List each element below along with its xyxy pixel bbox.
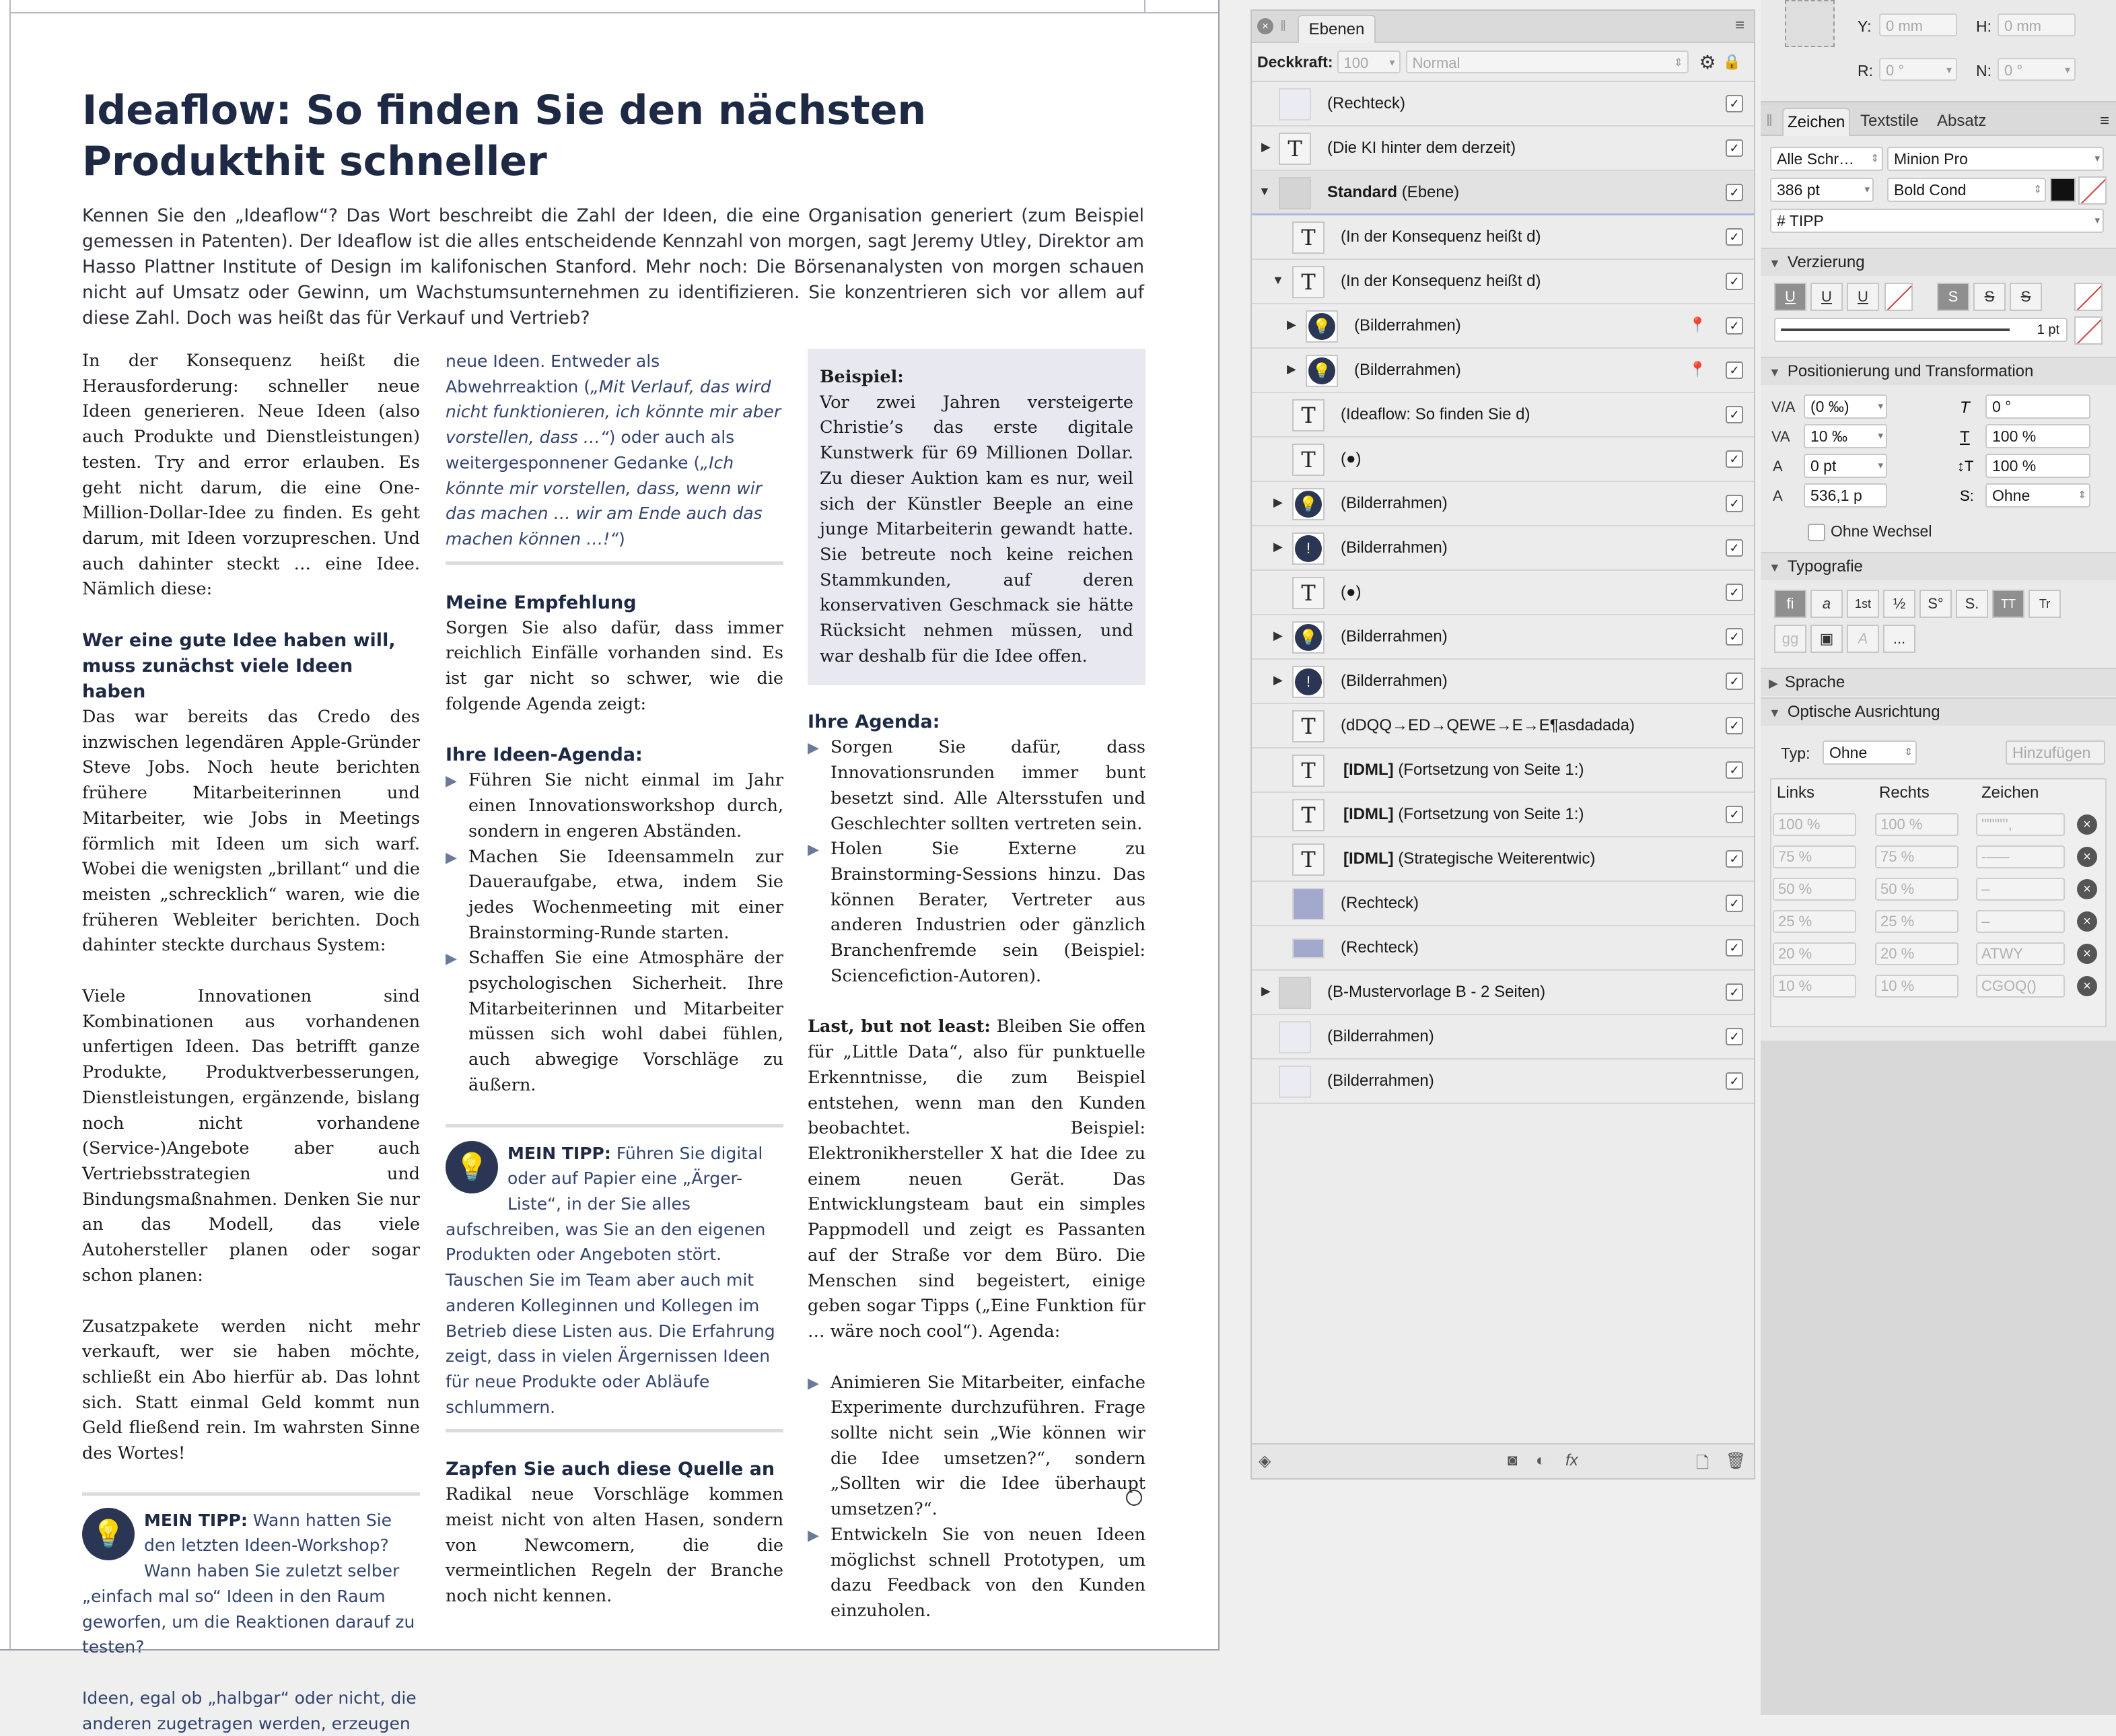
underline-option-button[interactable]: U — [1847, 283, 1879, 311]
triangle-bullet-icon: ▶ — [446, 772, 457, 790]
subheading: Ihre Agenda: — [808, 711, 940, 733]
tip-box[interactable] — [446, 1141, 783, 1420]
right-value: 25 % — [1875, 910, 1959, 933]
left-value: 25 % — [1773, 910, 1856, 933]
expand-triangle-icon[interactable]: ▶ — [1273, 495, 1283, 509]
layer-name: (Die KI hinter dem derzeit) — [1327, 139, 1516, 157]
panel-menu-icon[interactable]: ≡ — [1734, 16, 1744, 34]
collapse-triangle-icon: ▼ — [1769, 366, 1781, 379]
layer-row[interactable] — [1252, 1015, 1754, 1060]
layer-thumbnail — [1292, 938, 1325, 959]
layer-name: (Bilderrahmen) — [1354, 316, 1461, 335]
layer-row[interactable] — [1252, 304, 1754, 349]
remove-row-icon[interactable]: × — [2077, 879, 2097, 899]
remove-row-icon[interactable]: × — [2077, 814, 2097, 835]
h-input[interactable]: 0 mm — [1998, 13, 2076, 36]
grip-icon[interactable]: ‖ — [1766, 112, 1773, 130]
r-label: R: — [1858, 62, 1873, 79]
triangle-bullet-icon: ▶ — [808, 841, 819, 858]
layer-row[interactable]: T [IDML] (Strategische Weiterentwic) ✓ — [1252, 837, 1754, 882]
kerning-input[interactable]: (0 ‰) ▾ — [1804, 394, 1887, 419]
chevron-down-icon: ▾ — [1389, 57, 1395, 69]
triangle-bullet-icon: ▶ — [808, 739, 819, 757]
layer-row[interactable] — [1252, 926, 1754, 971]
subheading: Ihre Ideen-Agenda: — [446, 744, 643, 766]
collapse-triangle-icon: ▼ — [1769, 561, 1781, 574]
layer-name: (●) — [1341, 450, 1362, 468]
picture-frame-thumbnail — [1306, 310, 1338, 343]
exclamation-icon: ! — [1295, 535, 1322, 562]
text-column-1[interactable] — [82, 349, 420, 1736]
stroke-width-slider[interactable] — [1774, 318, 2068, 342]
layer-row[interactable] — [1252, 1060, 1754, 1104]
remove-row-icon[interactable]: × — [2077, 944, 2097, 964]
visibility-checkbox[interactable]: ✓ — [1726, 539, 1743, 557]
subheading: Meine Empfehlung — [446, 592, 637, 613]
exclamation-icon: ! — [1295, 668, 1322, 695]
char-value: CGOQ() — [1976, 975, 2065, 998]
example-text: Vor zwei Jahren versteigerte Christie’s das erste digitale Kunstwerk für 69 Millionen Dollar. Zu dieser Auktion kam es nur, weil sich der Künstler Beeple an eine junge Mitarbeiterin gewandt hatte. Sie betreute noch keine reichen Stammkunden, auf deren konservativen Geschmack sie hätte Rücksicht nehmen müssen, und war deshalb für die Idee offen. — [820, 392, 1133, 666]
text-frame-icon: T — [1292, 755, 1325, 787]
margin-guide-top — [11, 12, 1218, 13]
layer-thumbnail — [1279, 177, 1311, 209]
margin-guide-left — [9, 0, 11, 1649]
right-value: 10 % — [1875, 975, 1959, 998]
case-select[interactable]: Ohne ⇕ — [1985, 483, 2090, 508]
lightbulb-icon: 💡 — [1308, 313, 1335, 340]
layer-name: (Ebene) — [1401, 183, 1460, 201]
tip-box[interactable] — [82, 1508, 420, 1736]
expand-triangle-icon: ▶ — [1769, 676, 1778, 690]
layer-thumbnail — [1279, 1021, 1311, 1053]
typography-section — [1761, 552, 2116, 580]
article-intro[interactable]: Kennen Sie den „Ideaflow“? Das Wort beschreibt die Zahl der Ideen, die eine Organisation generiert (zum Beispiel gemessen in Patenten). Der Ideaflow ist die alles entscheidende Kennzahl von morgen, sagt Jeremy Utley, Direktor am Hasso Plattner Institute of Design im kalifonischen Stanford. Mehr noch: Die Börsenanalysten von morgen schauen nicht auf Umsatz oder Gewinn, um Wachstumsunternehmen zu identifizieren. Sie konzentrieren sich vor allem auf diese Zahl. Doch was heißt das für Verkauf und Vertrieb? — [82, 205, 1144, 328]
rotation-input[interactable]: 0 ° ▾ — [1879, 58, 1957, 81]
list-item: ▶ Holen Sie Externe zu Brainstorming-Sessions hinzu. Das können Berater, Vertreter aus anderen Industrien oder gänzlich Branchenfremde sein (Beispiel: Sciencefiction-Autoren). — [808, 837, 1145, 989]
tip-text: Ideen, egal ob „halbgar“ oder nicht, die anderen zugetragen werden, erzeugen — [82, 1688, 417, 1733]
layer-row-selected[interactable] — [1252, 171, 1754, 215]
layer-row[interactable] — [1252, 615, 1754, 660]
skew-icon: T — [1960, 398, 1970, 417]
picture-frame-thumbnail — [1292, 621, 1325, 654]
optical-alignment-section — [1761, 697, 2116, 726]
layer-name: (●) — [1341, 583, 1362, 601]
y-label: Y: — [1858, 18, 1872, 35]
example-box[interactable] — [808, 349, 1145, 685]
panel-menu-icon[interactable]: ≡ — [2099, 112, 2109, 130]
layer-name: (In der Konsequenz heißt d) — [1341, 228, 1541, 246]
remove-row-icon[interactable]: × — [2077, 976, 2097, 996]
layer-name: (Rechteck) — [1327, 94, 1406, 112]
layer-row[interactable] — [1252, 349, 1754, 393]
no-break-checkbox[interactable] — [1808, 524, 1825, 541]
char-value: – — [1976, 910, 2065, 933]
right-value: 75 % — [1875, 845, 1959, 868]
small-caps-button[interactable]: Tr — [2029, 590, 2061, 618]
visibility-checkbox[interactable]: ✓ — [1726, 139, 1743, 157]
picture-frame-thumbnail — [1292, 488, 1325, 520]
visibility-checkbox[interactable]: ✓ — [1726, 628, 1743, 646]
character-style-select[interactable]: # TIPP ▾ — [1770, 209, 2104, 233]
layer-name: (Bilderrahmen) — [1341, 539, 1448, 557]
font-size-input[interactable]: 386 pt ▾ — [1770, 178, 1874, 202]
leading-icon: A — [1773, 487, 1783, 504]
layer-row[interactable]: T [IDML] (Fortsetzung von Seite 1:) ✓ — [1252, 793, 1754, 837]
text-frame-icon: T — [1292, 843, 1325, 876]
expand-triangle-icon[interactable]: ▶ — [1273, 673, 1283, 687]
kerning-icon: V/A — [1771, 398, 1796, 415]
ligatures-button[interactable]: fi — [1774, 590, 1806, 618]
layer-thumbnail — [1292, 888, 1325, 920]
layer-name: (Rechteck) — [1341, 938, 1419, 957]
visibility-checkbox[interactable]: ✓ — [1726, 184, 1743, 201]
layer-thumbnail — [1279, 88, 1311, 120]
list-item: ▶ Animieren Sie Mitarbeiter, einfache Experimente durchzuführen. Frage sollte nicht sein „Wie können wir die Idee umsetzen?“, sondern „Sollten wir die Idee überhaupt umsetzen?“. — [808, 1370, 1145, 1523]
subheading: Wer eine gute Idee haben will, muss zunächst viele Ideen haben — [82, 630, 396, 703]
visibility-checkbox[interactable]: ✓ — [1726, 95, 1743, 112]
triangle-bullet-icon: ▶ — [808, 1374, 819, 1391]
lightbulb-icon: 💡 — [82, 1508, 135, 1560]
visibility-checkbox[interactable]: ✓ — [1726, 672, 1743, 690]
layer-name: (B-Mustervorlage B - 2 Seiten) — [1327, 983, 1546, 1001]
tip-label: MEIN TIPP: — [507, 1143, 611, 1163]
char-value: -–— — [1976, 845, 2065, 868]
layer-name: (Rechteck) — [1341, 894, 1419, 912]
character-tabs — [1761, 105, 2116, 136]
ornament-button[interactable]: ▣ — [1810, 625, 1843, 653]
type-select[interactable]: Ohne ⇕ — [1823, 740, 1917, 765]
opacity-label: Deckkraft: — [1257, 53, 1333, 71]
visibility-checkbox[interactable]: ✓ — [1726, 450, 1743, 468]
pin-icon[interactable]: 📍 — [1688, 361, 1707, 378]
left-value: 75 % — [1773, 845, 1856, 868]
no-break-label: Ohne Wechsel — [1831, 522, 1932, 540]
layer-row[interactable] — [1252, 82, 1754, 127]
visibility-checkbox[interactable]: ✓ — [1726, 1072, 1743, 1090]
vertical-scale-input[interactable]: 100 % — [1985, 454, 2090, 478]
layer-row[interactable] — [1252, 438, 1754, 482]
text-frame-icon: T — [1292, 577, 1325, 609]
skew-input[interactable]: 0 ° — [1985, 394, 2090, 419]
visibility-checkbox[interactable]: ✓ — [1726, 406, 1743, 423]
layer-name: (Bilderrahmen) — [1341, 672, 1448, 690]
tip-label: MEIN TIPP: — [144, 1510, 248, 1530]
h-label: H: — [1976, 18, 1991, 35]
language-section — [1761, 668, 2116, 696]
visibility-checkbox[interactable]: ✓ — [1726, 361, 1743, 379]
col-header-links: Links — [1777, 784, 1815, 802]
double-strike-button[interactable]: S — [1973, 283, 2006, 311]
right-value: 20 % — [1875, 942, 1959, 965]
lock-icon[interactable]: 🔒 — [1722, 53, 1742, 70]
right-value: 50 % — [1875, 878, 1959, 901]
visibility-checkbox[interactable]: ✓ — [1726, 495, 1743, 512]
col-header-rechts: Rechts — [1879, 784, 1930, 802]
baseline-icon: A — [1773, 458, 1783, 475]
pin-icon[interactable]: 📍 — [1688, 316, 1707, 333]
slider-track — [1781, 328, 2010, 331]
collapse-triangle-icon[interactable]: ▼ — [1272, 273, 1284, 287]
list-item: ▶ Führen Sie nicht einmal im Jahr einen Innovationsworkshop durch, sondern in engeren Abständen. — [446, 768, 783, 844]
right-value: 100 % — [1875, 813, 1959, 836]
add-button[interactable]: Hinzufügen — [2006, 740, 2105, 765]
visibility-checkbox[interactable]: ✓ — [1726, 850, 1743, 868]
layers-toolbar — [1252, 1443, 1754, 1478]
collapse-triangle-icon: ▼ — [1769, 256, 1781, 270]
stylistic-button[interactable]: A — [1847, 625, 1879, 653]
table-row[interactable] — [1770, 910, 2107, 942]
left-value: 50 % — [1773, 878, 1856, 901]
gear-icon[interactable]: ⚙ — [1699, 51, 1716, 73]
type-label: Typ: — [1781, 744, 1810, 762]
layer-row[interactable] — [1252, 660, 1754, 704]
horizontal-scale-icon: T — [1960, 428, 1970, 446]
visibility-checkbox[interactable]: ✓ — [1726, 806, 1743, 823]
opacity-row — [1252, 43, 1754, 82]
anchor-selector[interactable] — [1785, 0, 1835, 47]
layer-row[interactable] — [1252, 482, 1754, 526]
expand-triangle-icon[interactable]: ▶ — [1273, 629, 1283, 642]
layer-row[interactable] — [1252, 215, 1754, 260]
layer-row[interactable] — [1252, 882, 1754, 926]
quote-paragraph: neue Ideen. Entweder als Abwehrreaktion („Mit Verlauf, das wird nicht funktionieren, ich könnte mir aber vorstellen, dass …“) oder auch als weitergesponnener Gedanke („Ich könnte mir vorstellen, dass, wenn wir das machen … wir am Ende auch das machen können …!“) — [446, 351, 781, 549]
list-item: ▶ Sorgen Sie dafür, dass Innovationsrunden immer bunt besetzt sind. Alle Altersstufen und Geschlechter sollten vertreten sein. — [808, 735, 1145, 837]
visibility-checkbox[interactable]: ✓ — [1726, 939, 1743, 957]
layers-tab-bar — [1252, 11, 1754, 43]
collapse-triangle-icon: ▼ — [1769, 706, 1781, 720]
double-underline-button[interactable]: U — [1810, 283, 1843, 311]
section-label: Positionierung und Transformation — [1787, 362, 2034, 380]
text-color-swatch[interactable] — [2050, 178, 2076, 202]
layer-name-bold: Standard — [1327, 183, 1398, 201]
strikethrough-button[interactable]: S — [1937, 283, 1969, 311]
no-stroke-color-icon[interactable] — [2074, 316, 2103, 345]
column-guide — [1144, 0, 1145, 12]
case-icon: S: — [1960, 487, 1974, 504]
layer-row[interactable] — [1252, 526, 1754, 571]
ordinal-button[interactable]: 1st — [1847, 590, 1879, 618]
subscript-button[interactable]: S. — [1956, 590, 1988, 618]
paragraph: Viele Innovationen sind Kombinationen aus vorhandenen unfertigen Ideen. Das betrifft ganze Produkte, Produktverbesserungen, Dienstleistungen, ergänzende, bislang noch nicht vorhandene (Service-)Angebote aber auch Vertriebsstrategien und Bindungsmaßnahmen. Denken Sie nur an das Modell, das viele Autohersteller planen oder sogar schon planen: — [82, 986, 420, 1286]
leading-input[interactable]: 536,1 p — [1804, 483, 1887, 508]
expand-triangle-icon[interactable]: ▶ — [1287, 362, 1296, 376]
transform-panel — [1761, 0, 2116, 102]
layer-name: (Bilderrahmen) — [1327, 1072, 1434, 1090]
fx-icon[interactable]: fx — [1565, 1451, 1578, 1469]
no-strike-color-icon[interactable] — [2074, 283, 2103, 311]
remove-row-icon[interactable]: × — [2077, 847, 2097, 867]
article-title[interactable]: Ideaflow: So finden Sie den nächsten Produkthit schneller — [82, 87, 927, 185]
baseline-input[interactable]: 0 pt ▾ — [1804, 454, 1887, 478]
text-column-3[interactable] — [808, 349, 1145, 1624]
paragraph: Zusatzpakete werden nicht mehr verkauft, wer sie haben möchte, schließt ein Abo hierfür ab. Das lohnt sich. Statt einmal Geld kommt nun Geld fließend rein. Im wahrsten Sinne des Wortes! — [82, 1316, 420, 1464]
lightbulb-icon: 💡 — [1308, 357, 1335, 384]
visibility-checkbox[interactable]: ✓ — [1726, 273, 1743, 290]
y-input[interactable]: 0 mm — [1879, 13, 1957, 36]
layer-thumbnail — [1279, 977, 1311, 1009]
picture-frame-thumbnail — [1292, 666, 1325, 698]
char-value: – — [1976, 878, 2065, 901]
paragraph: Radikal neue Vorschläge kommen meist nicht von alten Hasen, sondern von Newcomern, die die vermeintlichen Regeln der Branche noch nicht kennen. — [446, 1484, 783, 1607]
expand-triangle-icon[interactable]: ▶ — [1261, 984, 1271, 998]
new-layer-icon[interactable]: 🗋 — [1696, 1454, 1709, 1472]
right-panel — [1761, 0, 2116, 1715]
text-frame-icon: T — [1292, 444, 1325, 476]
layer-name: (dDQQ→ED→QEWE→E→E¶asdadada) — [1341, 716, 1635, 734]
section-label: Optische Ausrichtung — [1787, 703, 1940, 721]
end-mark-icon — [1126, 1490, 1142, 1506]
no-underline-color-icon[interactable] — [1884, 283, 1913, 311]
close-icon[interactable]: × — [1257, 18, 1273, 34]
strike-option-button[interactable]: S — [2010, 283, 2042, 311]
paragraph: In der Konsequenz heißt die Herausforderung: schneller neue Ideen generieren. Neue Ideen (also auch Produkte und Dienstleistungen) testen. Try and error erlauben. Es geht nicht darum, die eine One-Million-Dollar-Idee zu finden. Es geht darum, mit Ideen vorzupreschen. Und auch dahinter steckt … eine Idee. Nämlich diese: — [82, 351, 420, 600]
layers-stack-icon[interactable]: ◈ — [1259, 1452, 1271, 1470]
section-label: Typografie — [1787, 557, 1863, 576]
picture-frame-thumbnail — [1306, 355, 1338, 387]
visibility-checkbox[interactable]: ✓ — [1726, 761, 1743, 779]
layer-name: (In der Konsequenz heißt d) — [1341, 272, 1541, 290]
tip-text: Wann hatten Sie den letzten Ideen-Workshop? Wann haben Sie zuletzt selber „einfach mal so“ Ideen in den Raum geworfen, um die Reaktionen darauf zu testen? — [82, 1510, 415, 1657]
visibility-checkbox[interactable]: ✓ — [1726, 895, 1743, 912]
list-item: ▶ Machen Sie Ideensammeln zur Daueraufgabe, etwa, indem Sie jedes Wochenmeeting mit einer Brainstorming-Runde starten. — [446, 845, 783, 946]
visibility-checkbox[interactable]: ✓ — [1726, 1028, 1743, 1045]
blend-mode-select[interactable]: Normal ⇕ — [1406, 50, 1689, 73]
left-value: 10 % — [1773, 975, 1856, 998]
n-label: N: — [1976, 62, 1991, 79]
fractions-button[interactable]: ½ — [1883, 590, 1915, 618]
more-options-button[interactable]: ... — [1883, 625, 1915, 653]
left-value: 100 % — [1773, 813, 1856, 836]
table-row[interactable] — [1770, 942, 2107, 975]
tracking-icon: VA — [1771, 428, 1790, 445]
example-title: Beispiel: — [820, 367, 904, 387]
layer-row[interactable]: T [IDML] (Fortsetzung von Seite 1:) ✓ — [1252, 749, 1754, 793]
expand-triangle-icon[interactable]: ▶ — [1261, 140, 1271, 153]
character-panel — [1761, 105, 2116, 1041]
stepper-icon: ⇕ — [1674, 57, 1683, 69]
opacity-input[interactable]: 100 ▾ — [1337, 50, 1401, 73]
position-section — [1761, 357, 2116, 385]
left-value: 20 % — [1773, 942, 1856, 965]
horizontal-scale-input[interactable]: 100 % — [1985, 424, 2090, 448]
decoration-section — [1761, 248, 2116, 276]
visibility-checkbox[interactable]: ✓ — [1726, 983, 1743, 1001]
layers-panel[interactable] — [1250, 9, 1755, 1480]
layer-name: (Ideaflow: So finden Sie d) — [1341, 405, 1530, 423]
triangle-bullet-icon: ▶ — [808, 1526, 819, 1543]
visibility-checkbox[interactable]: ✓ — [1726, 717, 1743, 734]
picture-frame-thumbnail — [1292, 532, 1325, 565]
layer-name: (Bilderrahmen) — [1327, 1027, 1434, 1045]
expand-triangle-icon[interactable]: ▶ — [1273, 540, 1283, 553]
text-frame-icon: T — [1292, 399, 1325, 431]
text-frame-icon: T — [1292, 221, 1325, 254]
text-frame-icon: T — [1292, 266, 1325, 298]
col-header-zeichen: Zeichen — [1981, 784, 2039, 802]
paragraph: Das war bereits das Credo des inzwischen legendären Apple-Gründer Steve Jobs. Noch heute berichten frühere Mitarbeiterinnen und Mitarbeiter, wie Jobs in Meetings förmlich mit Ideen um sich warf. Wobei die wenigsten „brillant“ und die meisten „schrecklich“ waren, wie die früheren Webleiter berichten. Doch dahinter steckte durchaus System: — [82, 707, 421, 956]
discretionary-lig-button[interactable]: gg — [1774, 625, 1806, 653]
tab-absatz[interactable]: Absatz — [1937, 112, 1987, 130]
stroke-width-value: 1 pt — [2037, 322, 2059, 337]
underline-button[interactable]: U — [1774, 283, 1806, 311]
tip-text: Führen Sie digital oder auf Papier eine „Ärger-Liste“, in der Sie alles aufschreiben, was Sie an den eigenen Produkten oder Angeboten stört. Tauschen Sie im Team aber auch mit anderen Kolleginnen und Kollegen im Betrieb diese Listen aus. Die Erfahrung zeigt, dass in vielen Ärgernissen Ideen für neue Produkte oder Abläufe schlummern. — [446, 1143, 775, 1417]
table-row[interactable] — [1770, 975, 2107, 1007]
expand-triangle-icon[interactable]: ▶ — [1287, 318, 1296, 331]
visibility-checkbox[interactable]: ✓ — [1726, 317, 1743, 335]
swash-button[interactable]: a — [1810, 590, 1843, 618]
text-column-2[interactable] — [446, 349, 783, 1609]
layer-name: (Bilderrahmen) — [1341, 627, 1448, 646]
all-caps-button[interactable]: TT — [1992, 590, 2024, 618]
char-value: ATWY — [1976, 942, 2065, 965]
table-row[interactable] — [1770, 878, 2107, 910]
list-item: ▶ Schaffen Sie eine Atmosphäre der psychologischen Sicherheit. Ihre Mitarbeiterinnen und Mitarbeiter müssen sich wohl dabei fühlen, auch abwegige Vorschläge zu äußern. — [446, 946, 783, 1098]
shear-input[interactable]: 0 ° ▾ — [1998, 58, 2076, 81]
lightbulb-icon: 💡 — [1295, 624, 1322, 651]
layer-list — [1252, 82, 1754, 1104]
visibility-checkbox[interactable]: ✓ — [1726, 584, 1743, 601]
char-value: """"'', — [1976, 813, 2065, 836]
layer-row[interactable] — [1252, 704, 1754, 749]
tab-layers[interactable]: Ebenen — [1298, 15, 1376, 43]
paragraph: Sorgen Sie also dafür, dass immer reichlich Einfälle vorhanden sind. Es ist gar nicht so schwer, wie die folgende Agenda zeigt: — [446, 617, 783, 714]
section-label: Verzierung — [1787, 253, 1865, 271]
lightbulb-icon: 💡 — [1295, 491, 1322, 518]
layer-name: (Bilderrahmen) — [1341, 494, 1448, 512]
tracking-input[interactable]: 10 ‰ ▾ — [1804, 424, 1887, 448]
tab-textstile[interactable]: Textstile — [1860, 112, 1919, 130]
collapse-triangle-icon[interactable]: ▼ — [1259, 184, 1271, 198]
layer-row[interactable] — [1252, 127, 1754, 171]
triangle-bullet-icon: ▶ — [446, 848, 457, 866]
section-label: Sprache — [1784, 673, 1845, 691]
trash-icon[interactable]: 🗑 — [1726, 1452, 1747, 1470]
grip-icon[interactable]: ‖ — [1280, 18, 1287, 34]
text-frame-icon: T — [1292, 799, 1325, 831]
visibility-checkbox[interactable]: ✓ — [1726, 228, 1743, 246]
triangle-bullet-icon: ▶ — [446, 950, 457, 967]
font-collection-select[interactable]: Alle Schr… ⇕ — [1770, 147, 1883, 171]
layer-row[interactable] — [1252, 971, 1754, 1015]
paragraph: Last, but not least: Bleiben Sie offen für „Little Data“, also für punktuelle Erkenntnisse, die zum Beispiel entstehen, wenn man den Kunden beobachtet. Beispiel: Elektronikhersteller X hat die Idee zu einem neuen Gerät. Das Entwicklungsteam baut ein simples Pappmodell und zeigt es Passanten auf der Straße vor dem Büro. Die Menschen sind begeistert, einige geben sogar Tipps („Eine Funktion für … wäre noch cool“). Agenda: — [808, 1016, 1146, 1342]
no-fill-icon[interactable] — [2078, 176, 2107, 205]
vertical-scale-icon: ↕T — [1957, 458, 1974, 475]
layer-name: (Bilderrahmen) — [1354, 361, 1461, 379]
layer-row[interactable] — [1252, 571, 1754, 615]
subheading: Zapfen Sie auch diese Quelle an — [446, 1459, 775, 1480]
table-row[interactable] — [1770, 845, 2107, 878]
lightbulb-icon: 💡 — [446, 1141, 498, 1193]
remove-row-icon[interactable]: × — [2077, 911, 2097, 932]
list-item: ▶ Entwickeln Sie von neuen Ideen möglichst schnell Prototypen, um dazu Feedback von den Kunden einzuholen. — [808, 1523, 1145, 1624]
text-frame-icon: T — [1292, 710, 1325, 742]
font-style-select[interactable]: Bold Cond ⇕ — [1887, 178, 2046, 202]
adjustment-icon[interactable]: ◐ — [1536, 1451, 1546, 1469]
table-row[interactable] — [1770, 813, 2107, 845]
font-family-select[interactable]: Minion Pro ▾ — [1887, 147, 2104, 171]
superscript-button[interactable]: S° — [1919, 590, 1952, 618]
tab-zeichen[interactable]: Zeichen — [1782, 108, 1850, 136]
text-frame-icon: T — [1279, 133, 1311, 165]
layer-thumbnail — [1279, 1066, 1311, 1098]
mask-icon[interactable]: ◙ — [1508, 1451, 1518, 1469]
layer-row[interactable] — [1252, 393, 1754, 438]
layer-row[interactable] — [1252, 260, 1754, 304]
